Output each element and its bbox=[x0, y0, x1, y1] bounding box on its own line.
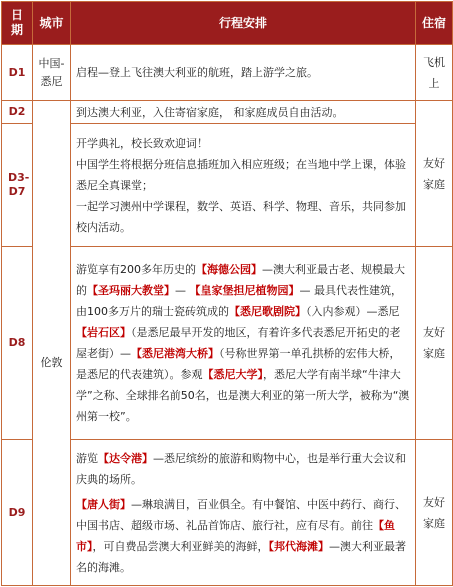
header-stay: 住宿 bbox=[416, 2, 453, 45]
text-span: —琳琅满目，百业俱全。有中餐馆、中医中药行、商行、中国书店、超级市场、礼品首饰店、旅行社，应有尽有。前往 bbox=[76, 497, 406, 532]
day-cell: D9 bbox=[2, 440, 33, 586]
text-span: —澳大利亚最著名的海滩。 bbox=[76, 539, 406, 574]
stay-cell: 友好家庭 bbox=[416, 101, 453, 247]
table-row bbox=[2, 45, 453, 101]
activity-line: 一起学习澳州中学课程，数学、英语、科学、物理、音乐，共同参加校内活动。 bbox=[76, 199, 406, 234]
itinerary-table bbox=[1, 1, 453, 586]
landmark-highlight: 【皇家堡担尼植物园】 bbox=[189, 284, 300, 297]
header-city: 城市 bbox=[33, 2, 71, 45]
landmark-highlight: 【鱼市】 bbox=[76, 518, 395, 553]
header-itinerary: 行程安排 bbox=[71, 2, 416, 45]
text-span: （是悉尼最早开发的地区，有着许多代表悉尼开拓史的老屋老街）— bbox=[76, 326, 401, 360]
text-span: （号称世界第一单孔拱桥的宏伟大桥，是悉尼的代表建筑）。参观 bbox=[76, 347, 401, 381]
text-span: 游览 bbox=[76, 451, 98, 465]
city-cell: 伦敦 bbox=[33, 101, 71, 586]
activity-cell bbox=[71, 247, 416, 440]
text-span: ，可自费品尝澳大利亚鲜美的海鲜， bbox=[92, 539, 269, 553]
stay-cell: 友好家庭 bbox=[416, 247, 453, 440]
activity-cell bbox=[71, 440, 416, 586]
landmark-highlight: 【唐人街】 bbox=[76, 497, 131, 511]
stay-cell: 友好家庭 bbox=[416, 440, 453, 586]
activity-paragraph bbox=[76, 494, 411, 578]
text-span: ，悉尼大学有南半球“牛津大学”之称、全球排名前50名，也是澳大利亚的第一所大学，被称为“澳州第一校”。 bbox=[76, 368, 410, 423]
text-span: （入内参观）—悉尼 bbox=[306, 305, 400, 318]
landmark-highlight: 【海德公园】 bbox=[196, 263, 262, 276]
header-day: 日期 bbox=[2, 2, 33, 45]
header-row bbox=[2, 2, 453, 45]
activity-cell: 到达澳大利亚，入住寄宿家庭， 和家庭成员自由活动。 bbox=[71, 101, 416, 124]
activity-line: 开学典礼，校长致欢迎词！ bbox=[76, 136, 208, 150]
text-span: —澳大利亚最古老、规模最大的 bbox=[76, 263, 405, 297]
stay-cell: 飞机上 bbox=[416, 45, 453, 101]
table-row bbox=[2, 101, 453, 124]
landmark-highlight: 【圣玛丽大教堂】 bbox=[87, 284, 175, 297]
activity-paragraph bbox=[76, 448, 411, 490]
text-span: — 最具代表性建筑，由100多万片的瑞士瓷砖筑成的 bbox=[76, 284, 402, 318]
activity-cell: 启程—登上飞往澳大利亚的航班，踏上游学之旅。 bbox=[71, 45, 416, 101]
landmark-highlight: 【岩石区】 bbox=[76, 326, 131, 339]
landmark-highlight: 【悉尼大学】 bbox=[202, 368, 263, 381]
city-cell: 中国-悉尼 bbox=[33, 45, 71, 101]
activity-line: 中国学生将根据分班信息插班加入相应班级；在当地中学上课，体验悉尼全真课堂； bbox=[76, 157, 406, 192]
landmark-highlight: 【悉尼歌剧院】 bbox=[229, 305, 306, 318]
text-span: —悉尼缤纷的旅游和购物中心，也是举行重大会议和庆典的场所。 bbox=[76, 451, 406, 486]
landmark-highlight: 【邦代海滩】 bbox=[268, 539, 329, 553]
day-cell: D8 bbox=[2, 247, 33, 440]
landmark-highlight: 【达令港】 bbox=[98, 451, 153, 465]
activity-cell bbox=[71, 124, 416, 247]
day-cell: D2 bbox=[2, 101, 33, 124]
text-span: — bbox=[175, 284, 190, 297]
day-cell: D3-D7 bbox=[2, 124, 33, 247]
day-cell: D1 bbox=[2, 45, 33, 101]
text-span: 游览享有200多年历史的 bbox=[76, 263, 196, 276]
landmark-highlight: 【悉尼港湾大桥】 bbox=[131, 347, 219, 360]
